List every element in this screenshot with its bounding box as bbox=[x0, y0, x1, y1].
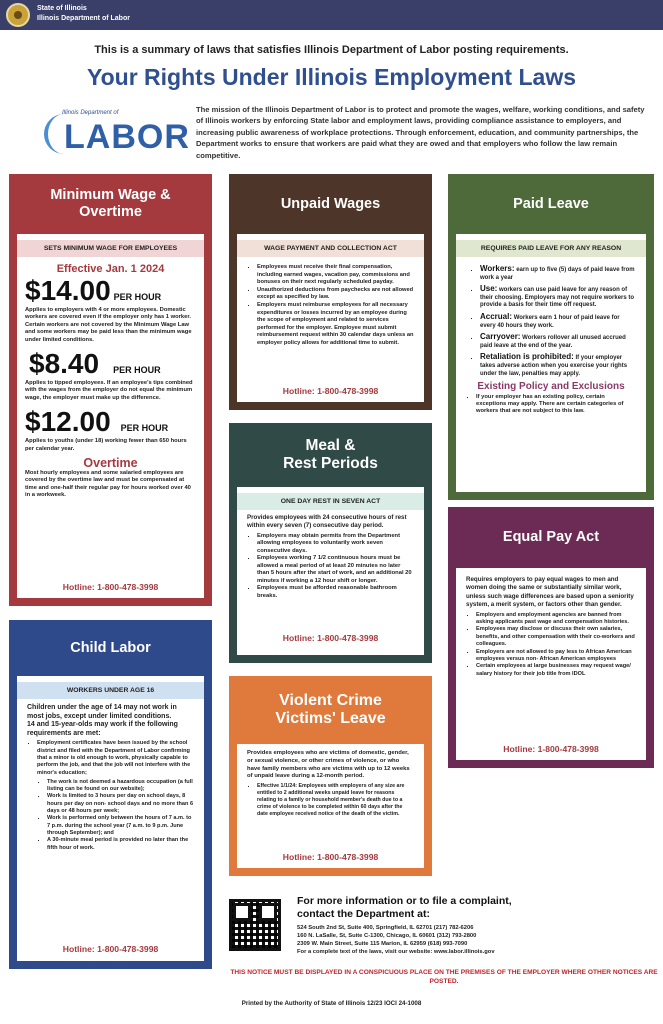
overtime-text: Most hourly employees and some salaried employees are covered by the overtime law and must be compensated at time and one-half their regular pay for hours worked over 40 in a workweek. bbox=[25, 470, 191, 499]
paid-leave-band: REQUIRES PAID LEAVE FOR ANY REASON bbox=[456, 240, 646, 257]
title-line: Victims' Leave bbox=[275, 710, 386, 727]
effective-date: Effective Jan. 1 2024 bbox=[56, 263, 165, 275]
list-item: ▪ Work is performed only between the hours of 7 a.m. to 7 p.m. during the school year (7 a.m. to 9 p.m. June through September); and bbox=[47, 815, 194, 837]
list-item: ▪ Employers may obtain permits from the Department allowing employees to voluntarily work seven consecutive days. bbox=[257, 533, 414, 556]
list-item bbox=[480, 265, 636, 282]
item-label: Use: bbox=[480, 284, 498, 294]
list-item bbox=[37, 740, 194, 851]
meal-rest-band: ONE DAY REST IN SEVEN ACT bbox=[237, 493, 424, 510]
item-text: earn up to five (5) days of paid leave from work a year bbox=[480, 267, 635, 281]
mission-statement: The mission of the Illinois Department of Labor is to protect and promote the wages, welfare, working conditions, and safety of Illinois workers by enforcing State labor and employment laws, providing compliance assistance to employers, and increasing public awareness of workplace protections. Through enforcement, education, and community partnerships, the Department works to ensure that workers are paid what they are owed and that employers who follow the law remain competitive. bbox=[196, 105, 645, 160]
list-item bbox=[480, 285, 636, 310]
child-labor-requirements: 14 and 15-year-olds may work if the following requirements are met: bbox=[27, 721, 178, 737]
logo-wordmark: LABOR bbox=[64, 118, 190, 156]
state-line: State of Illinois bbox=[37, 5, 87, 12]
meal-rest-card bbox=[229, 423, 432, 663]
address-marion: 2309 W. Main Street, Suite 115 Marion, IL 62959 (618) 993-7090 bbox=[297, 941, 468, 947]
child-labor-list bbox=[27, 740, 194, 851]
existing-policy-title: Existing Policy and Exclusions bbox=[477, 381, 625, 393]
item-label: Carryover: bbox=[480, 332, 521, 342]
wage-amount: $8.40 bbox=[29, 348, 100, 380]
contact-addresses bbox=[297, 924, 495, 956]
per-hour-label: PER HOUR bbox=[113, 365, 161, 376]
item-text: If your employer takes adverse action when you exercise your rights under the law, penalties may apply. bbox=[480, 355, 628, 377]
list-item: ▪ Work is limited to 3 hours per day on school days, 8 hours per day on non- school days and no more than 6 days or 48 hours per week; bbox=[47, 793, 194, 815]
list-item: ▪ Employers are not allowed to pay less to African American employees versus non- African American employees bbox=[476, 649, 636, 664]
wage-rate-tipped bbox=[25, 348, 196, 380]
list-item: ▪ Employees working 7 1/2 continuous hours must be allowed a meal period of at least 20 minutes no later than 5 hours after the start of work, and an additional 20 minutes if working a 12 hour shift or longer. bbox=[257, 555, 414, 585]
item-text: Employment certificates have been issued by the school district and filed with the Department of Labor confirming that a minor is old enough to work, physically capable to perform the job, and that the job will not interfere with the minor's education; bbox=[37, 740, 191, 776]
hotline: Hotline: 1-800-478-3998 bbox=[503, 744, 599, 754]
item-label: Accrual: bbox=[480, 311, 513, 321]
wage-note: Applies to youths (under 18) working fewer than 650 hours per calendar year. bbox=[25, 438, 187, 452]
list-item: ▪ Employees must receive their final compensation, including earned wages, vacation pay, commissions and bonuses on their next regularly scheduled payday. bbox=[257, 264, 414, 287]
unpaid-wages-list bbox=[247, 264, 414, 348]
item-text: Workers earn 1 hour of paid leave for every 40 hours they work. bbox=[480, 314, 620, 329]
list-item: ▪ Effective 1/1/24: Employees with employers of any size are entitled to 2 additional weeks unpaid leave for reasons relating to a family or household member's death due to a crime of violence to be completed within 60 days after the date employee received notice of the death of the victim. bbox=[257, 783, 414, 818]
child-labor-sublist bbox=[37, 779, 194, 852]
violent-crime-list bbox=[247, 783, 414, 818]
hotline: Hotline: 1-800-478-3998 bbox=[282, 633, 379, 643]
page-title: Your Rights Under Illinois Employment Laws bbox=[86, 64, 577, 90]
display-notice: THIS NOTICE MUST BE DISPLAYED IN A CONSPICUOUS PLACE ON THE PREMISES OF THE EMPLOYER WHERE OTHER NOTICES ARE POSTED. bbox=[230, 969, 658, 985]
item-label: Workers: bbox=[480, 264, 515, 273]
item-text: workers can use paid leave for any reason of their choosing. Employers may not require workers to provide a basis for their time off request. bbox=[480, 287, 635, 309]
list-item bbox=[480, 313, 636, 330]
minimum-wage-card bbox=[9, 174, 212, 606]
list-item: ▪ Employers must reimburse employees for all necessary expenditures or losses incurred by an employee during the scope of employment and related to services performed for the employer. Employee must submit reimbursement request within 30 calendar days unless an employer policy allows for additional time to submit. bbox=[257, 302, 414, 348]
title-line: Rest Periods bbox=[283, 455, 378, 472]
violent-crime-title bbox=[229, 676, 432, 744]
contact-section bbox=[229, 895, 659, 965]
state-header-bar bbox=[0, 0, 663, 30]
list-item: ▪ If your employer has an existing policy, certain exceptions may apply. There are certain categories of workers that are not subject to this law. bbox=[476, 394, 636, 416]
summary-line: This is a summary of laws that satisfies Illinois Department of Labor posting requirements. bbox=[94, 44, 569, 56]
department-line: Illinois Department of Labor bbox=[37, 15, 130, 22]
state-seal-icon bbox=[6, 3, 30, 27]
logo-swoosh-icon bbox=[44, 114, 66, 154]
minimum-wage-title bbox=[9, 174, 212, 234]
equal-pay-card bbox=[448, 507, 654, 768]
wage-amount: $14.00 bbox=[25, 275, 111, 306]
labor-logo bbox=[42, 110, 190, 160]
address-springfield: 524 South 2nd St, Suite 400, Springfield, IL 62701 (217) 782-6206 bbox=[297, 925, 474, 931]
list-item: ▪ The work is not deemed a hazardous occupation (a full listing can be found on our website); bbox=[47, 779, 194, 794]
wage-rate-standard bbox=[25, 275, 196, 307]
list-item bbox=[480, 333, 636, 350]
item-label: Retaliation is prohibited: bbox=[480, 352, 574, 362]
title-line: Minimum Wage & bbox=[50, 187, 171, 204]
unpaid-wages-title: Unpaid Wages bbox=[280, 195, 381, 212]
logo-subtitle: Illinois Department of bbox=[62, 110, 119, 116]
paid-leave-list bbox=[466, 265, 636, 378]
wage-amount: $12.00 bbox=[25, 406, 111, 438]
list-item: ▪ Employers and employment agencies are banned from asking applicants past wage and compensation histories. bbox=[476, 612, 636, 627]
printed-by: Printed by the Authority of State of Illinois 12/23 IOCI 24-1008 bbox=[241, 1000, 422, 1007]
item-text: Workers rollover all unused accrued paid leave at the end of the year. bbox=[480, 335, 626, 349]
title-line: Meal & bbox=[305, 437, 356, 455]
equal-pay-intro: Requires employers to pay equal wages to men and women doing the same or substantially similar work, unless such wage differences are based upon a seniority system, a merit system, or factors other than gender. bbox=[466, 576, 634, 609]
list-item: ▪ A 30-minute meal period is provided no later than the fifth hour of work. bbox=[47, 837, 194, 852]
list-item: ▪ Certain employees at large businesses may request wage/ salary history for their job title from IDOL bbox=[476, 663, 636, 678]
hotline: Hotline: 1-800-478-3998 bbox=[282, 852, 379, 862]
equal-pay-title: Equal Pay Act bbox=[502, 529, 600, 546]
contact-title bbox=[297, 895, 512, 921]
paid-leave-card bbox=[448, 174, 654, 500]
wage-note: Applies to tipped employees. If an employee's tips combined with the wages from the employer do not equal the minimum wage, the employer must make up the difference. bbox=[25, 380, 193, 401]
title-line: Overtime bbox=[79, 204, 142, 220]
child-labor-card bbox=[9, 620, 212, 969]
per-hour-label: PER HOUR bbox=[120, 423, 169, 434]
list-item bbox=[480, 353, 636, 378]
list-item: ▪ Unauthorized deductions from paychecks are not allowed except as specified by law. bbox=[257, 287, 414, 302]
violent-crime-card bbox=[229, 676, 432, 876]
list-item: ▪ Employees must be afforded reasonable bathroom breaks. bbox=[257, 585, 414, 600]
hotline: Hotline: 1-800-478-3998 bbox=[62, 944, 159, 954]
contact-line: For more information or to file a complaint, bbox=[297, 895, 512, 907]
meal-rest-title bbox=[229, 423, 432, 487]
state-name bbox=[37, 4, 130, 24]
contact-line: contact the Department at: bbox=[297, 908, 431, 920]
violent-crime-intro: Provides employees who are victims of domestic, gender, or sexual violence, or other crimes of violence, or who have family members who are victims with up to 12 weeks of unpaid leave during a 12-month period. bbox=[247, 750, 410, 780]
child-labor-intro: Children under the age of 14 may not work in most jobs, except under limited conditions. bbox=[27, 704, 177, 720]
list-item: ▪ Employees may disclose or discuss their own salaries, benefits, and other compensation with their co-workers and colleagues. bbox=[476, 626, 636, 648]
title-line: Violent Crime bbox=[279, 691, 382, 709]
per-hour-label: PER HOUR bbox=[113, 292, 162, 302]
wage-rate-youth bbox=[25, 406, 196, 438]
overtime-title: Overtime bbox=[83, 456, 138, 471]
hotline: Hotline: 1-800-478-3998 bbox=[62, 582, 159, 592]
address-chicago: 160 N. LaSalle, St, Suite C-1300, Chicago, IL 60601 (312) 793-2800 bbox=[297, 933, 477, 939]
existing-policy-list bbox=[466, 394, 636, 416]
paid-leave-title: Paid Leave bbox=[513, 195, 589, 212]
child-labor-band: WORKERS UNDER AGE 16 bbox=[17, 682, 204, 699]
website-line: For a complete text of the laws, visit our website: www.labor.illinois.gov bbox=[297, 949, 495, 955]
meal-rest-intro: Provides employees with 24 consecutive hours of rest within every seven (7) consecutive day period. bbox=[247, 514, 407, 530]
equal-pay-list bbox=[466, 612, 636, 679]
unpaid-wages-card bbox=[229, 174, 432, 410]
hotline: Hotline: 1-800-478-3998 bbox=[282, 386, 379, 396]
minimum-wage-band: SETS MINIMUM WAGE FOR EMPLOYEES bbox=[17, 240, 204, 257]
child-labor-title: Child Labor bbox=[70, 639, 151, 656]
qr-code-icon[interactable] bbox=[229, 899, 281, 951]
unpaid-wages-band: WAGE PAYMENT AND COLLECTION ACT bbox=[237, 240, 424, 257]
wage-note: Applies to employers with 4 or more employees. Domestic workers are covered even if the employer only has 1 worker. Certain workers are not covered by the Minimum Wage Law and some workers may be paid less than the minimum wage under limited conditions. bbox=[25, 307, 192, 343]
meal-rest-list bbox=[247, 533, 414, 601]
